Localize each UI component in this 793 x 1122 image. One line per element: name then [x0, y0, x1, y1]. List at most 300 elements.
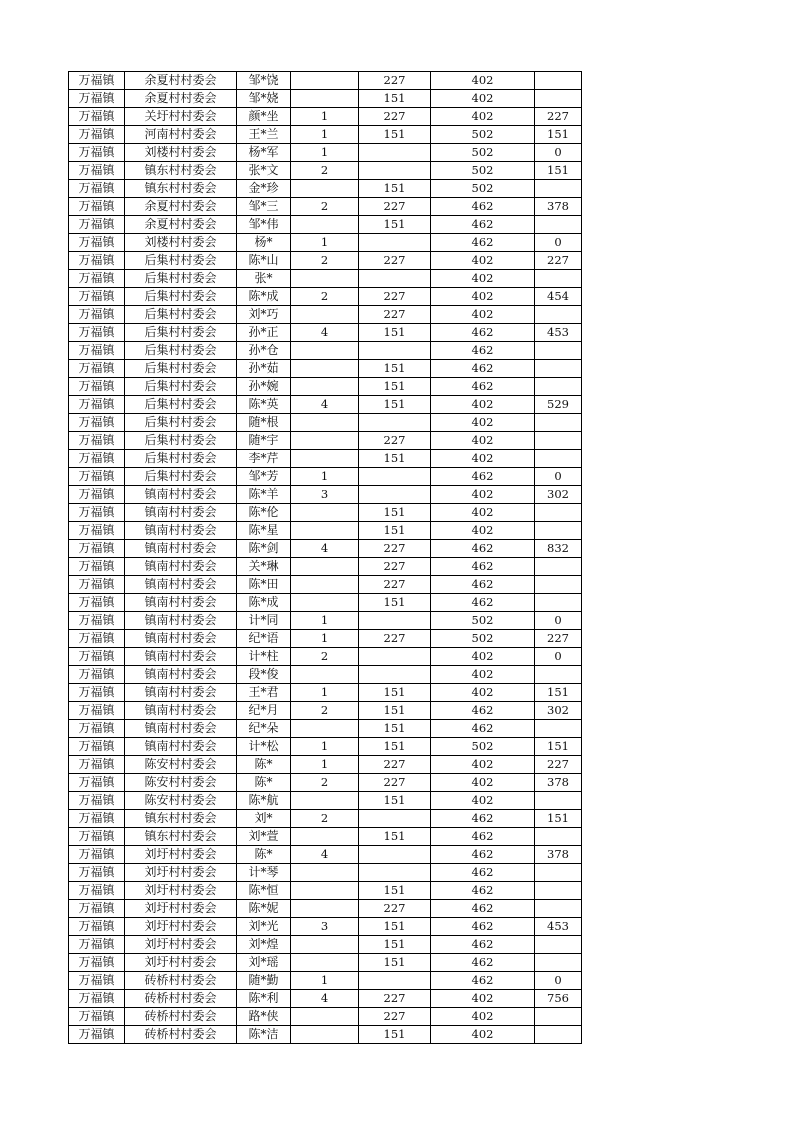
town-cell: 万福镇 [69, 702, 125, 720]
table-row [69, 1026, 582, 1044]
village-committee-cell: 镇南村村委会 [125, 702, 237, 720]
amount-a-cell [359, 846, 431, 864]
total-cell: 0 [535, 234, 582, 252]
village-committee-cell: 镇南村村委会 [125, 540, 237, 558]
village-committee-cell: 陈安村村委会 [125, 756, 237, 774]
total-cell [535, 936, 582, 954]
amount-b-cell: 402 [431, 108, 535, 126]
count-cell [291, 450, 359, 468]
total-cell [535, 504, 582, 522]
amount-a-cell [359, 612, 431, 630]
table-row [69, 828, 582, 846]
name-cell: 邹*芳 [237, 468, 291, 486]
amount-b-cell: 462 [431, 828, 535, 846]
count-cell: 3 [291, 918, 359, 936]
table-row [69, 72, 582, 90]
name-cell: 孙*茹 [237, 360, 291, 378]
table-row [69, 450, 582, 468]
total-cell: 227 [535, 108, 582, 126]
table-row [69, 990, 582, 1008]
total-cell [535, 558, 582, 576]
village-committee-cell: 镇南村村委会 [125, 504, 237, 522]
amount-a-cell [359, 810, 431, 828]
total-cell [535, 828, 582, 846]
amount-a-cell: 227 [359, 288, 431, 306]
table-row [69, 108, 582, 126]
total-cell: 529 [535, 396, 582, 414]
amount-a-cell: 151 [359, 702, 431, 720]
name-cell: 邹*饶 [237, 72, 291, 90]
name-cell: 计*柱 [237, 648, 291, 666]
village-committee-cell: 刘圩村村委会 [125, 846, 237, 864]
table-row [69, 1008, 582, 1026]
town-cell: 万福镇 [69, 270, 125, 288]
count-cell: 2 [291, 162, 359, 180]
town-cell: 万福镇 [69, 594, 125, 612]
total-cell: 0 [535, 612, 582, 630]
name-cell: 路*侠 [237, 1008, 291, 1026]
town-cell: 万福镇 [69, 486, 125, 504]
name-cell: 段*俊 [237, 666, 291, 684]
table-row [69, 684, 582, 702]
count-cell: 1 [291, 126, 359, 144]
total-cell [535, 180, 582, 198]
amount-b-cell: 462 [431, 558, 535, 576]
amount-a-cell: 151 [359, 594, 431, 612]
total-cell: 756 [535, 990, 582, 1008]
table-row [69, 360, 582, 378]
amount-a-cell: 151 [359, 324, 431, 342]
name-cell: 随*勤 [237, 972, 291, 990]
town-cell: 万福镇 [69, 432, 125, 450]
village-committee-cell: 余夏村村委会 [125, 198, 237, 216]
count-cell: 2 [291, 198, 359, 216]
amount-a-cell: 151 [359, 1026, 431, 1044]
table-row [69, 198, 582, 216]
name-cell: 邹*伟 [237, 216, 291, 234]
town-cell: 万福镇 [69, 108, 125, 126]
total-cell: 227 [535, 252, 582, 270]
count-cell: 2 [291, 702, 359, 720]
town-cell: 万福镇 [69, 288, 125, 306]
village-committee-cell: 后集村村委会 [125, 306, 237, 324]
village-committee-cell: 余夏村村委会 [125, 216, 237, 234]
amount-b-cell: 402 [431, 648, 535, 666]
amount-b-cell: 402 [431, 414, 535, 432]
amount-a-cell: 151 [359, 882, 431, 900]
total-cell [535, 360, 582, 378]
village-committee-cell: 刘圩村村委会 [125, 918, 237, 936]
amount-b-cell: 462 [431, 918, 535, 936]
count-cell: 1 [291, 738, 359, 756]
village-committee-cell: 镇东村村委会 [125, 810, 237, 828]
amount-b-cell: 462 [431, 720, 535, 738]
town-cell: 万福镇 [69, 216, 125, 234]
amount-b-cell: 402 [431, 684, 535, 702]
amount-a-cell: 227 [359, 252, 431, 270]
table-row [69, 144, 582, 162]
table-row [69, 306, 582, 324]
table-row [69, 522, 582, 540]
amount-b-cell: 502 [431, 630, 535, 648]
village-committee-cell: 后集村村委会 [125, 396, 237, 414]
total-cell: 453 [535, 918, 582, 936]
amount-a-cell [359, 342, 431, 360]
count-cell [291, 558, 359, 576]
table-row [69, 162, 582, 180]
village-committee-cell: 陈安村村委会 [125, 774, 237, 792]
amount-b-cell: 462 [431, 378, 535, 396]
count-cell [291, 216, 359, 234]
table-row [69, 576, 582, 594]
total-cell [535, 72, 582, 90]
amount-b-cell: 402 [431, 522, 535, 540]
count-cell [291, 72, 359, 90]
town-cell: 万福镇 [69, 792, 125, 810]
amount-a-cell [359, 666, 431, 684]
amount-b-cell: 462 [431, 900, 535, 918]
amount-a-cell: 227 [359, 630, 431, 648]
total-cell [535, 792, 582, 810]
count-cell: 4 [291, 540, 359, 558]
table-row [69, 630, 582, 648]
count-cell [291, 270, 359, 288]
town-cell: 万福镇 [69, 72, 125, 90]
town-cell: 万福镇 [69, 1008, 125, 1026]
town-cell: 万福镇 [69, 972, 125, 990]
name-cell: 计*同 [237, 612, 291, 630]
town-cell: 万福镇 [69, 360, 125, 378]
total-cell [535, 522, 582, 540]
name-cell: 随*宇 [237, 432, 291, 450]
name-cell: 张*文 [237, 162, 291, 180]
name-cell: 陈* [237, 846, 291, 864]
amount-b-cell: 502 [431, 144, 535, 162]
total-cell [535, 882, 582, 900]
village-committee-cell: 后集村村委会 [125, 288, 237, 306]
town-cell: 万福镇 [69, 414, 125, 432]
table-row [69, 468, 582, 486]
amount-a-cell: 227 [359, 756, 431, 774]
total-cell [535, 432, 582, 450]
count-cell [291, 954, 359, 972]
table-row [69, 252, 582, 270]
town-cell: 万福镇 [69, 324, 125, 342]
amount-a-cell: 227 [359, 198, 431, 216]
village-committee-cell: 镇南村村委会 [125, 486, 237, 504]
village-committee-cell: 刘楼村村委会 [125, 234, 237, 252]
amount-a-cell [359, 468, 431, 486]
town-cell: 万福镇 [69, 918, 125, 936]
name-cell: 陈* [237, 756, 291, 774]
count-cell [291, 306, 359, 324]
town-cell: 万福镇 [69, 396, 125, 414]
village-committee-cell: 镇南村村委会 [125, 720, 237, 738]
total-cell: 227 [535, 630, 582, 648]
amount-b-cell: 402 [431, 774, 535, 792]
table-row [69, 666, 582, 684]
amount-b-cell: 402 [431, 1026, 535, 1044]
table-row [69, 774, 582, 792]
village-committee-cell: 后集村村委会 [125, 342, 237, 360]
name-cell: 王*君 [237, 684, 291, 702]
village-committee-cell: 镇南村村委会 [125, 684, 237, 702]
total-cell: 227 [535, 756, 582, 774]
total-cell: 832 [535, 540, 582, 558]
count-cell [291, 180, 359, 198]
amount-a-cell: 151 [359, 918, 431, 936]
amount-a-cell: 227 [359, 1008, 431, 1026]
town-cell: 万福镇 [69, 774, 125, 792]
count-cell: 1 [291, 234, 359, 252]
count-cell: 2 [291, 252, 359, 270]
village-committee-cell: 刘圩村村委会 [125, 882, 237, 900]
town-cell: 万福镇 [69, 900, 125, 918]
amount-b-cell: 402 [431, 792, 535, 810]
table-row [69, 342, 582, 360]
total-cell [535, 342, 582, 360]
village-committee-cell: 砖桥村村委会 [125, 1008, 237, 1026]
village-committee-cell: 砖桥村村委会 [125, 1026, 237, 1044]
table-row [69, 612, 582, 630]
table-row [69, 846, 582, 864]
village-committee-cell: 镇南村村委会 [125, 576, 237, 594]
amount-a-cell: 151 [359, 396, 431, 414]
village-committee-cell: 河南村村委会 [125, 126, 237, 144]
amount-a-cell: 227 [359, 774, 431, 792]
count-cell: 1 [291, 972, 359, 990]
amount-a-cell [359, 270, 431, 288]
town-cell: 万福镇 [69, 864, 125, 882]
name-cell: 杨* [237, 234, 291, 252]
amount-a-cell: 151 [359, 180, 431, 198]
name-cell: 纪*朵 [237, 720, 291, 738]
village-committee-cell: 后集村村委会 [125, 450, 237, 468]
village-committee-cell: 刘圩村村委会 [125, 954, 237, 972]
total-cell: 378 [535, 846, 582, 864]
town-cell: 万福镇 [69, 144, 125, 162]
total-cell: 151 [535, 810, 582, 828]
amount-b-cell: 462 [431, 936, 535, 954]
town-cell: 万福镇 [69, 612, 125, 630]
name-cell: 计*松 [237, 738, 291, 756]
count-cell: 4 [291, 396, 359, 414]
table-row [69, 414, 582, 432]
amount-b-cell: 462 [431, 972, 535, 990]
name-cell: 刘*瑶 [237, 954, 291, 972]
amount-b-cell: 402 [431, 288, 535, 306]
amount-a-cell: 227 [359, 990, 431, 1008]
table-row [69, 972, 582, 990]
town-cell: 万福镇 [69, 504, 125, 522]
count-cell: 1 [291, 468, 359, 486]
table-row [69, 90, 582, 108]
count-cell [291, 360, 359, 378]
town-cell: 万福镇 [69, 1026, 125, 1044]
amount-b-cell: 402 [431, 252, 535, 270]
amount-b-cell: 402 [431, 306, 535, 324]
village-committee-cell: 余夏村村委会 [125, 90, 237, 108]
data-table [68, 71, 582, 1044]
village-committee-cell: 刘圩村村委会 [125, 864, 237, 882]
amount-a-cell [359, 972, 431, 990]
total-cell: 0 [535, 144, 582, 162]
amount-a-cell: 151 [359, 90, 431, 108]
name-cell: 陈*英 [237, 396, 291, 414]
amount-a-cell [359, 648, 431, 666]
amount-a-cell: 227 [359, 900, 431, 918]
village-committee-cell: 镇南村村委会 [125, 630, 237, 648]
village-committee-cell: 后集村村委会 [125, 324, 237, 342]
town-cell: 万福镇 [69, 738, 125, 756]
table-row [69, 936, 582, 954]
town-cell: 万福镇 [69, 936, 125, 954]
town-cell: 万福镇 [69, 342, 125, 360]
village-committee-cell: 后集村村委会 [125, 432, 237, 450]
amount-a-cell: 151 [359, 216, 431, 234]
amount-a-cell [359, 864, 431, 882]
total-cell: 151 [535, 126, 582, 144]
count-cell [291, 828, 359, 846]
village-committee-cell: 砖桥村村委会 [125, 990, 237, 1008]
total-cell [535, 594, 582, 612]
name-cell: 李*芹 [237, 450, 291, 468]
amount-a-cell: 151 [359, 684, 431, 702]
count-cell [291, 576, 359, 594]
name-cell: 刘*巧 [237, 306, 291, 324]
name-cell: 陈*羊 [237, 486, 291, 504]
town-cell: 万福镇 [69, 990, 125, 1008]
total-cell: 0 [535, 468, 582, 486]
count-cell [291, 90, 359, 108]
amount-b-cell: 402 [431, 432, 535, 450]
amount-b-cell: 462 [431, 810, 535, 828]
village-committee-cell: 镇南村村委会 [125, 558, 237, 576]
village-committee-cell: 镇南村村委会 [125, 612, 237, 630]
name-cell: 陈*山 [237, 252, 291, 270]
name-cell: 陈*利 [237, 990, 291, 1008]
total-cell [535, 378, 582, 396]
name-cell: 杨*军 [237, 144, 291, 162]
amount-a-cell: 151 [359, 378, 431, 396]
amount-a-cell [359, 162, 431, 180]
town-cell: 万福镇 [69, 234, 125, 252]
amount-b-cell: 502 [431, 612, 535, 630]
town-cell: 万福镇 [69, 558, 125, 576]
count-cell: 2 [291, 648, 359, 666]
amount-b-cell: 462 [431, 576, 535, 594]
village-committee-cell: 后集村村委会 [125, 360, 237, 378]
town-cell: 万福镇 [69, 756, 125, 774]
town-cell: 万福镇 [69, 306, 125, 324]
amount-b-cell: 402 [431, 270, 535, 288]
amount-b-cell: 462 [431, 234, 535, 252]
town-cell: 万福镇 [69, 468, 125, 486]
table-row [69, 918, 582, 936]
total-cell [535, 414, 582, 432]
amount-a-cell: 151 [359, 954, 431, 972]
name-cell: 孙*婉 [237, 378, 291, 396]
village-committee-cell: 后集村村委会 [125, 414, 237, 432]
town-cell: 万福镇 [69, 522, 125, 540]
table-row [69, 810, 582, 828]
village-committee-cell: 镇南村村委会 [125, 594, 237, 612]
amount-a-cell [359, 234, 431, 252]
amount-b-cell: 402 [431, 990, 535, 1008]
name-cell: 关*琳 [237, 558, 291, 576]
total-cell: 378 [535, 774, 582, 792]
table-row [69, 720, 582, 738]
table-row [69, 594, 582, 612]
count-cell [291, 666, 359, 684]
town-cell: 万福镇 [69, 180, 125, 198]
total-cell: 302 [535, 486, 582, 504]
amount-a-cell: 227 [359, 72, 431, 90]
table-row [69, 216, 582, 234]
name-cell: 刘*光 [237, 918, 291, 936]
table-row [69, 954, 582, 972]
amount-b-cell: 402 [431, 450, 535, 468]
amount-a-cell: 151 [359, 522, 431, 540]
amount-a-cell: 151 [359, 720, 431, 738]
amount-b-cell: 502 [431, 738, 535, 756]
total-cell [535, 1026, 582, 1044]
table-row [69, 234, 582, 252]
village-committee-cell: 镇南村村委会 [125, 648, 237, 666]
total-cell: 0 [535, 972, 582, 990]
count-cell: 4 [291, 846, 359, 864]
amount-b-cell: 462 [431, 882, 535, 900]
total-cell: 0 [535, 648, 582, 666]
amount-b-cell: 402 [431, 666, 535, 684]
count-cell [291, 1026, 359, 1044]
name-cell: 陈*洁 [237, 1026, 291, 1044]
village-committee-cell: 镇南村村委会 [125, 666, 237, 684]
count-cell: 4 [291, 324, 359, 342]
table-row [69, 756, 582, 774]
count-cell [291, 342, 359, 360]
count-cell: 2 [291, 288, 359, 306]
amount-b-cell: 462 [431, 360, 535, 378]
village-committee-cell: 后集村村委会 [125, 270, 237, 288]
table-row [69, 792, 582, 810]
town-cell: 万福镇 [69, 252, 125, 270]
table-row [69, 126, 582, 144]
name-cell: 计*琴 [237, 864, 291, 882]
name-cell: 邹*娆 [237, 90, 291, 108]
amount-a-cell: 151 [359, 126, 431, 144]
count-cell [291, 936, 359, 954]
total-cell [535, 900, 582, 918]
amount-b-cell: 462 [431, 540, 535, 558]
amount-a-cell: 227 [359, 306, 431, 324]
total-cell [535, 954, 582, 972]
table-row [69, 270, 582, 288]
count-cell: 1 [291, 108, 359, 126]
village-committee-cell: 镇东村村委会 [125, 828, 237, 846]
table-row [69, 882, 582, 900]
village-committee-cell: 后集村村委会 [125, 252, 237, 270]
amount-a-cell: 151 [359, 450, 431, 468]
total-cell [535, 864, 582, 882]
total-cell [535, 306, 582, 324]
village-committee-cell: 镇东村村委会 [125, 162, 237, 180]
amount-b-cell: 402 [431, 504, 535, 522]
amount-b-cell: 462 [431, 846, 535, 864]
table-row [69, 738, 582, 756]
amount-b-cell: 402 [431, 72, 535, 90]
town-cell: 万福镇 [69, 576, 125, 594]
